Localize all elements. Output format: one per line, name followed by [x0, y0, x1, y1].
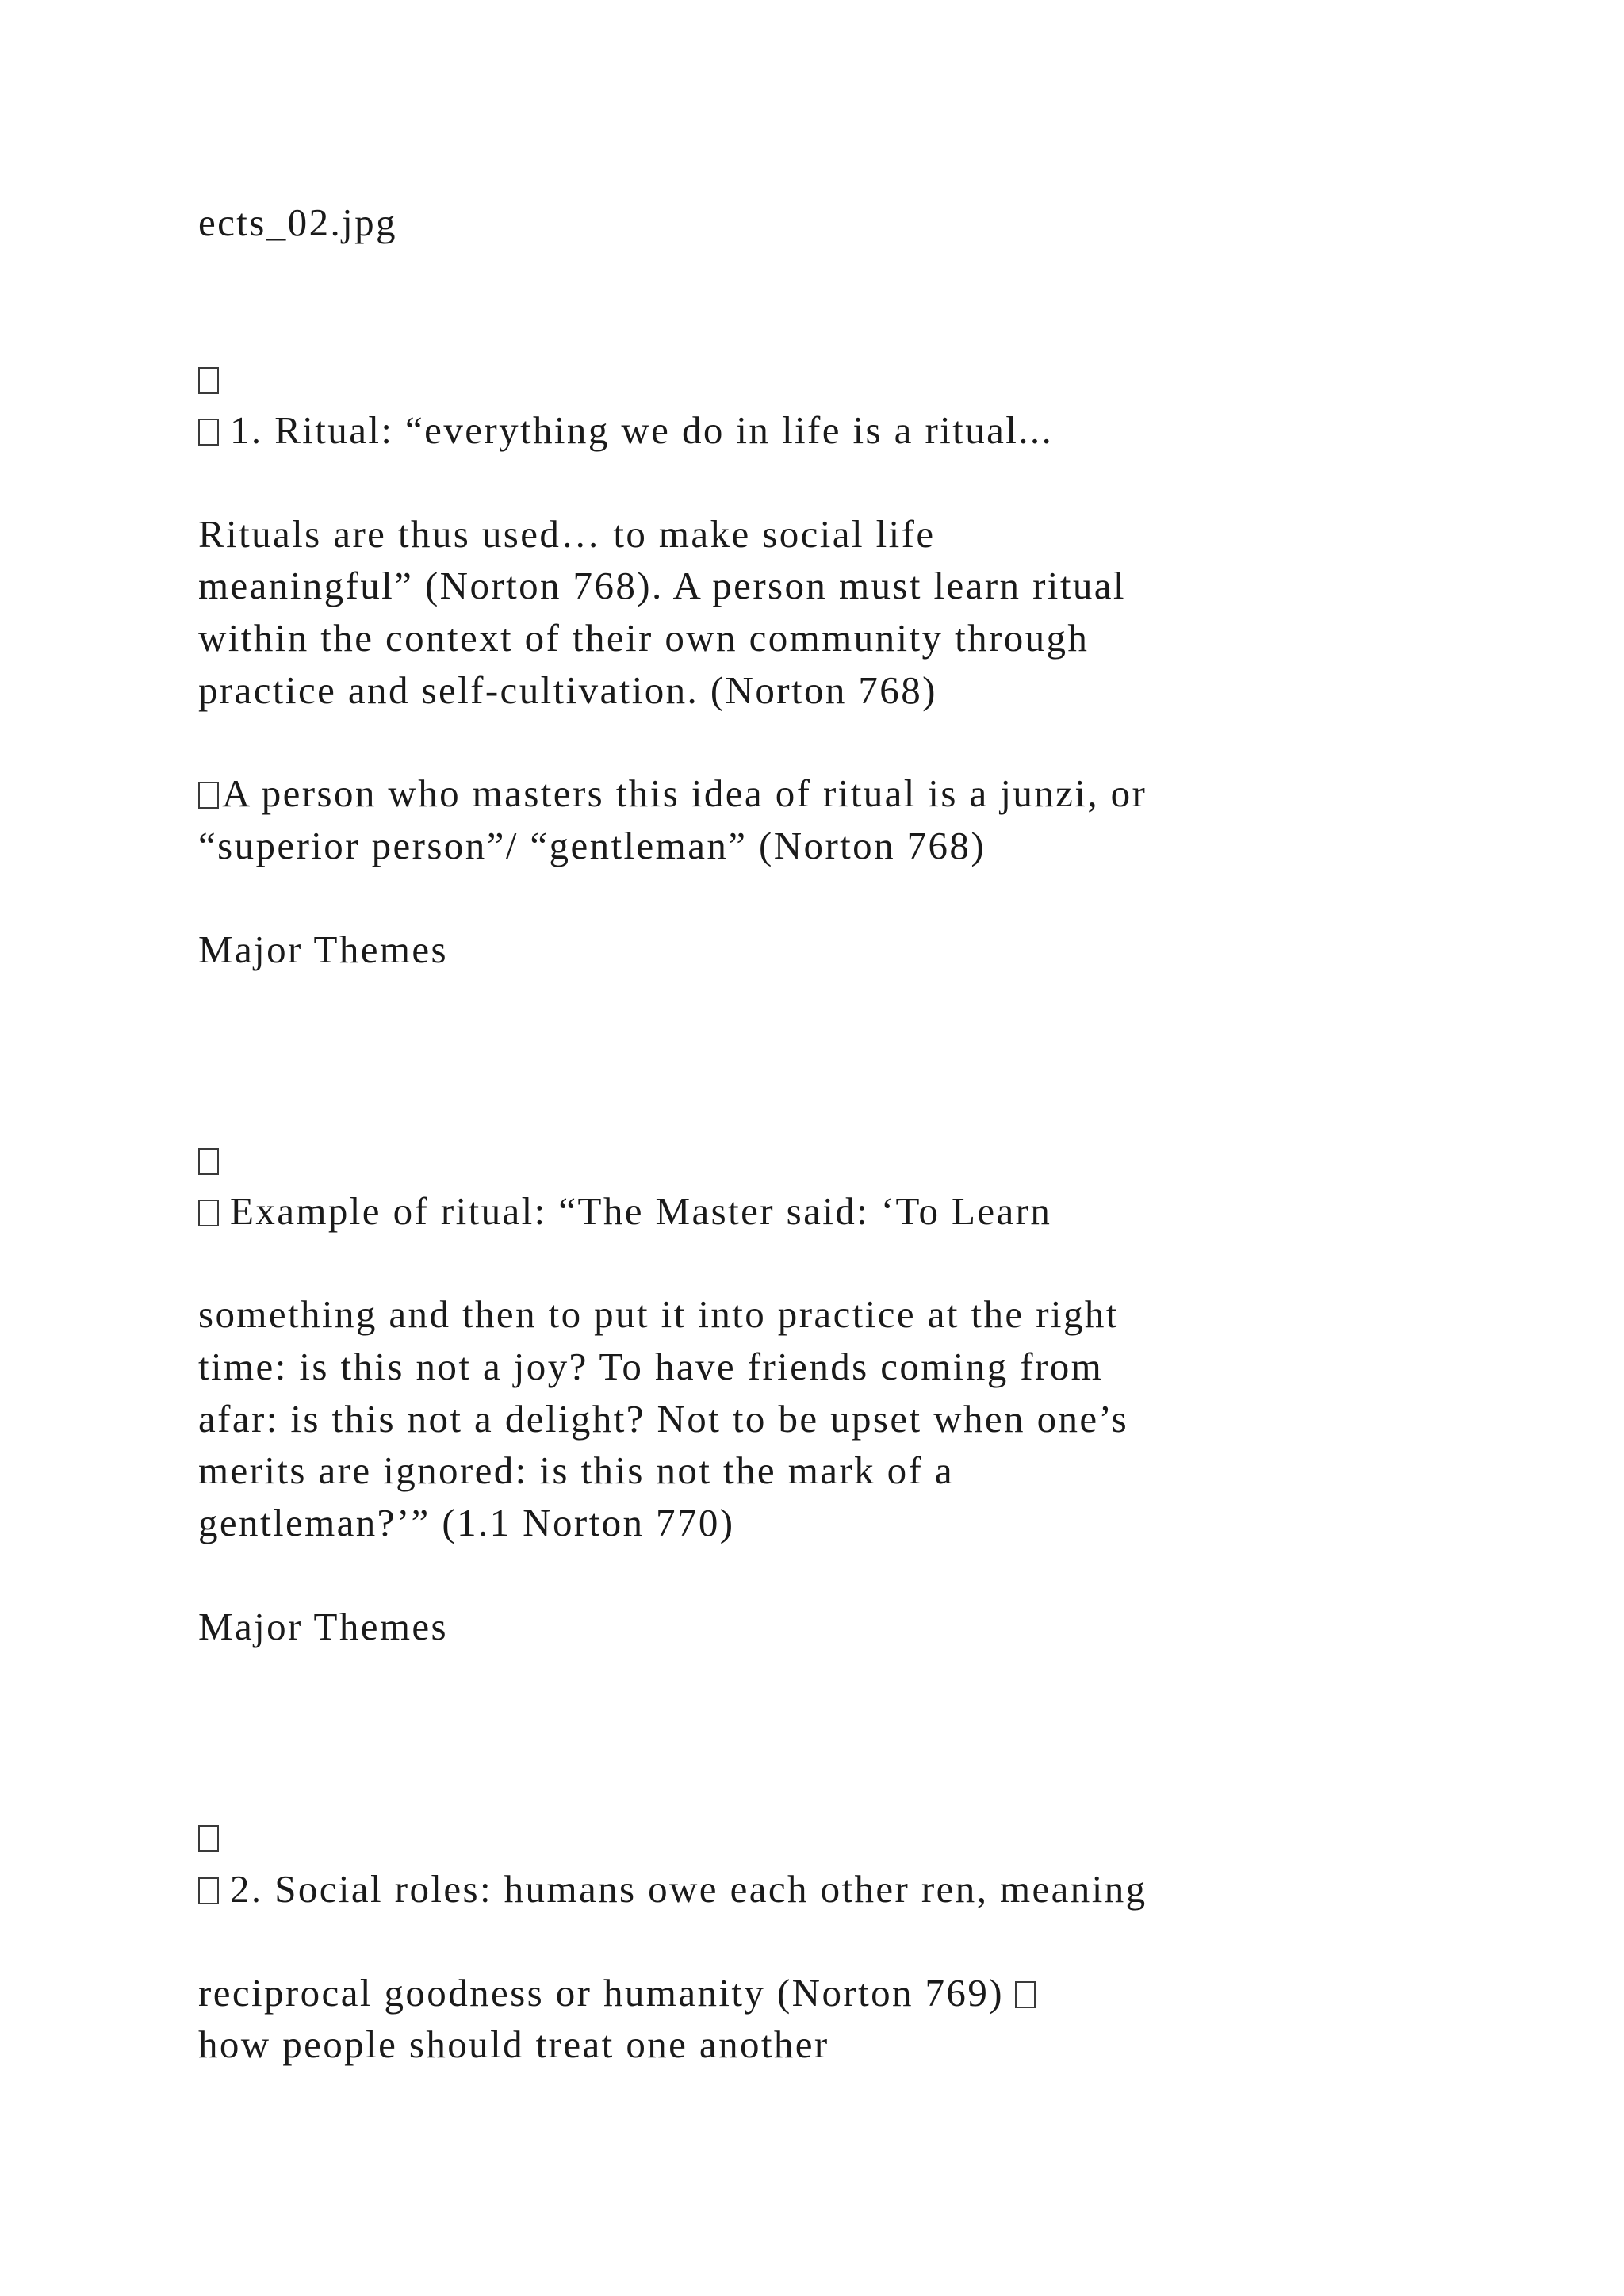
bullet-glyph-row [198, 353, 230, 405]
bullet-glyph-row [198, 1811, 230, 1863]
slide-1-subpoint-text: A person who masters this idea of ritual is a junzi, or [222, 771, 1147, 815]
slide-1-body-line: meaningful” (Norton 768). A person must learn ritual [198, 564, 1126, 607]
missing-glyph-icon [198, 1148, 219, 1175]
missing-glyph-icon [198, 1200, 219, 1226]
slide-1-subpoint-line: “superior person”/ “gentleman” (Norton 768) [198, 824, 986, 867]
slide-3-body-line: how people should treat one another [198, 2022, 829, 2066]
slide-2-body-line: gentleman?’” (1.1 Norton 770) [198, 1501, 735, 1544]
filename-text: ects_02.jpg [198, 201, 397, 244]
bullet-glyph-row [198, 1134, 230, 1186]
slide-1-heading [198, 404, 1053, 457]
slide-3-heading-text: 2. Social roles: humans owe each other ren, meaning [230, 1867, 1147, 1911]
slide-1-subpoint [198, 767, 1147, 820]
missing-glyph-icon [198, 367, 219, 394]
missing-glyph-icon [1015, 1981, 1036, 2008]
slide-2-body-line: merits are ignored: is this not the mark of a [198, 1448, 955, 1492]
missing-glyph-icon [198, 1825, 219, 1852]
slide-3-heading [198, 1863, 1147, 1915]
missing-glyph-icon [198, 419, 219, 446]
missing-glyph-icon [198, 1877, 219, 1904]
slide-1-body-line: within the context of their own community through [198, 616, 1090, 660]
slide-3-body-text: reciprocal goodness or humanity (Norton 769) [198, 1971, 1004, 2015]
missing-glyph-icon [198, 782, 219, 809]
slide-2-heading-text: Example of ritual: “The Master said: ‘To Learn [230, 1189, 1052, 1233]
slide-2-body-line: time: is this not a joy? To have friends coming from [198, 1345, 1104, 1388]
slide-2-heading [198, 1185, 1051, 1238]
slide-1-body-line: Rituals are thus used… to make social life [198, 512, 936, 556]
slide-3-body-line [198, 1967, 1036, 2019]
slide-1-footer: Major Themes [198, 928, 449, 971]
slide-2-footer: Major Themes [198, 1605, 449, 1648]
slide-1-body-line: practice and self-cultivation. (Norton 768) [198, 668, 937, 712]
slide-1-heading-text: 1. Ritual: “everything we do in life is a ritual... [230, 408, 1054, 452]
slide-2-body-line: afar: is this not a delight? Not to be upset when one’s [198, 1397, 1129, 1441]
slide-2-body-line: something and then to put it into practice at the right [198, 1292, 1119, 1336]
